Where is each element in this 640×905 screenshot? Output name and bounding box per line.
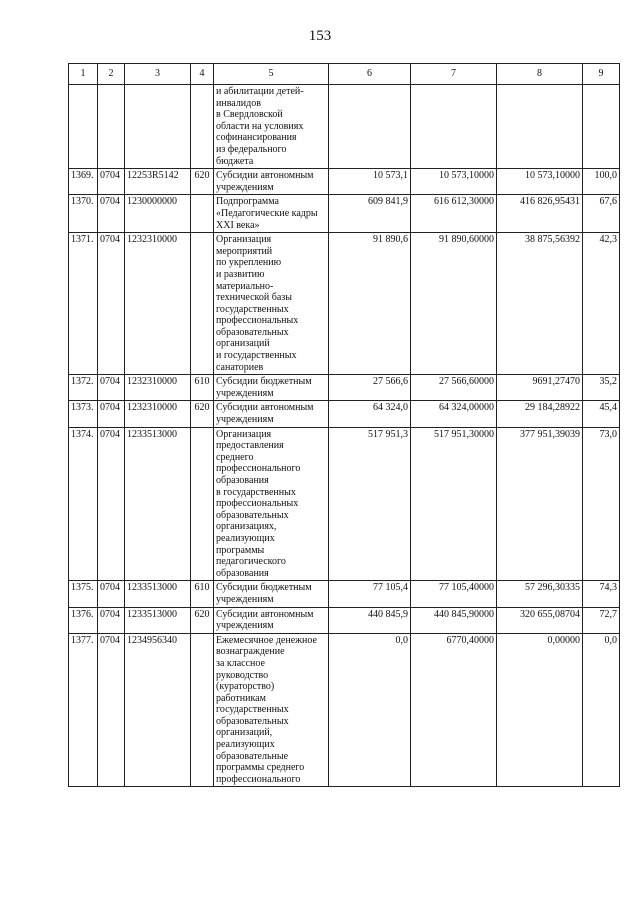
executed-amount: 10 573,10000 xyxy=(497,169,583,195)
page-number: 153 xyxy=(308,28,332,44)
target-code: 1233513000 xyxy=(125,581,191,607)
execution-percent: 100,0 xyxy=(583,169,620,195)
item-name: Субсидии бюджетным учреждениям xyxy=(214,375,329,401)
execution-percent: 42,3 xyxy=(583,233,620,375)
row-number: 1369. xyxy=(69,169,98,195)
column-header: 3 xyxy=(125,64,191,85)
table-row xyxy=(69,375,620,401)
expense-type: 620 xyxy=(191,169,214,195)
row-number: 1371. xyxy=(69,233,98,375)
item-name: Субсидии автономным учреждениям xyxy=(214,607,329,633)
column-header: 2 xyxy=(98,64,125,85)
planned-amount: 517 951,30000 xyxy=(411,427,497,581)
expense-type: 610 xyxy=(191,581,214,607)
execution-percent: 45,4 xyxy=(583,401,620,427)
execution-percent: 0,0 xyxy=(583,633,620,787)
execution-percent: 67,6 xyxy=(583,195,620,233)
item-name: Субсидии автономным учреждениям xyxy=(214,401,329,427)
executed-amount xyxy=(497,85,583,169)
planned-amount: 91 890,60000 xyxy=(411,233,497,375)
planned-amount xyxy=(411,85,497,169)
target-code: 12253R5142 xyxy=(125,169,191,195)
approved-amount: 77 105,4 xyxy=(329,581,411,607)
target-code xyxy=(125,85,191,169)
expense-type: 620 xyxy=(191,401,214,427)
target-code: 1233513000 xyxy=(125,607,191,633)
executed-amount: 0,00000 xyxy=(497,633,583,787)
executed-amount: 38 875,56392 xyxy=(497,233,583,375)
executed-amount: 377 951,39039 xyxy=(497,427,583,581)
item-name: Субсидии автономным учреждениям xyxy=(214,169,329,195)
approved-amount: 64 324,0 xyxy=(329,401,411,427)
table-row xyxy=(69,607,620,633)
table-header-row xyxy=(69,64,620,85)
execution-percent: 35,2 xyxy=(583,375,620,401)
target-code: 1232310000 xyxy=(125,233,191,375)
item-name: и абилитации детей- инвалидов в Свердловской области на условиях софинансирования из федерального бюджета xyxy=(214,85,329,169)
approved-amount: 91 890,6 xyxy=(329,233,411,375)
table-row xyxy=(69,401,620,427)
row-number: 1375. xyxy=(69,581,98,607)
target-code: 1233513000 xyxy=(125,427,191,581)
executed-amount: 29 184,28922 xyxy=(497,401,583,427)
expense-type xyxy=(191,195,214,233)
column-header: 8 xyxy=(497,64,583,85)
planned-amount: 10 573,10000 xyxy=(411,169,497,195)
planned-amount: 27 566,60000 xyxy=(411,375,497,401)
item-name: Ежемесячное денежное вознаграждение за классное руководство (кураторство) работникам государственных образовательных организаций, реализующих образовательные программы среднего профессионального xyxy=(214,633,329,787)
target-code: 1230000000 xyxy=(125,195,191,233)
table-row xyxy=(69,581,620,607)
approved-amount: 10 573,1 xyxy=(329,169,411,195)
expense-type: 610 xyxy=(191,375,214,401)
column-header: 1 xyxy=(69,64,98,85)
planned-amount: 6770,40000 xyxy=(411,633,497,787)
expense-type xyxy=(191,85,214,169)
row-number: 1377. xyxy=(69,633,98,787)
item-name: Подпрограмма «Педагогические кадры XXI века» xyxy=(214,195,329,233)
item-name: Организация мероприятий по укреплению и развитию материально- технической базы государственных профессиональных образовательных организаций и государственных санаториев xyxy=(214,233,329,375)
target-code: 1234956340 xyxy=(125,633,191,787)
execution-percent: 74,3 xyxy=(583,581,620,607)
section-code: 0704 xyxy=(98,401,125,427)
expense-type xyxy=(191,233,214,375)
column-header: 9 xyxy=(583,64,620,85)
table-row xyxy=(69,169,620,195)
item-name: Субсидии бюджетным учреждениям xyxy=(214,581,329,607)
column-header: 5 xyxy=(214,64,329,85)
approved-amount: 609 841,9 xyxy=(329,195,411,233)
executed-amount: 320 655,08704 xyxy=(497,607,583,633)
section-code: 0704 xyxy=(98,169,125,195)
section-code: 0704 xyxy=(98,233,125,375)
row-number xyxy=(69,85,98,169)
approved-amount: 27 566,6 xyxy=(329,375,411,401)
approved-amount xyxy=(329,85,411,169)
row-number: 1370. xyxy=(69,195,98,233)
row-number: 1372. xyxy=(69,375,98,401)
executed-amount: 57 296,30335 xyxy=(497,581,583,607)
executed-amount: 9691,27470 xyxy=(497,375,583,401)
target-code: 1232310000 xyxy=(125,401,191,427)
table-body xyxy=(69,85,620,787)
section-code: 0704 xyxy=(98,633,125,787)
section-code: 0704 xyxy=(98,607,125,633)
execution-percent: 72,7 xyxy=(583,607,620,633)
planned-amount: 77 105,40000 xyxy=(411,581,497,607)
section-code: 0704 xyxy=(98,427,125,581)
budget-table xyxy=(68,63,620,787)
expense-type xyxy=(191,633,214,787)
executed-amount: 416 826,95431 xyxy=(497,195,583,233)
column-header: 6 xyxy=(329,64,411,85)
column-header: 4 xyxy=(191,64,214,85)
expense-type: 620 xyxy=(191,607,214,633)
table-row xyxy=(69,85,620,169)
target-code: 1232310000 xyxy=(125,375,191,401)
table-row xyxy=(69,233,620,375)
approved-amount: 0,0 xyxy=(329,633,411,787)
row-number: 1373. xyxy=(69,401,98,427)
approved-amount: 517 951,3 xyxy=(329,427,411,581)
execution-percent: 73,0 xyxy=(583,427,620,581)
table-row xyxy=(69,195,620,233)
table-row xyxy=(69,427,620,581)
section-code: 0704 xyxy=(98,195,125,233)
column-header: 7 xyxy=(411,64,497,85)
planned-amount: 64 324,00000 xyxy=(411,401,497,427)
approved-amount: 440 845,9 xyxy=(329,607,411,633)
section-code: 0704 xyxy=(98,581,125,607)
section-code xyxy=(98,85,125,169)
execution-percent xyxy=(583,85,620,169)
item-name: Организация предоставления среднего профессионального образования в государственных профессиональных образовательных организациях, реализующих программы педагогического образования xyxy=(214,427,329,581)
section-code: 0704 xyxy=(98,375,125,401)
planned-amount: 616 612,30000 xyxy=(411,195,497,233)
table-row xyxy=(69,633,620,787)
planned-amount: 440 845,90000 xyxy=(411,607,497,633)
row-number: 1374. xyxy=(69,427,98,581)
row-number: 1376. xyxy=(69,607,98,633)
expense-type xyxy=(191,427,214,581)
